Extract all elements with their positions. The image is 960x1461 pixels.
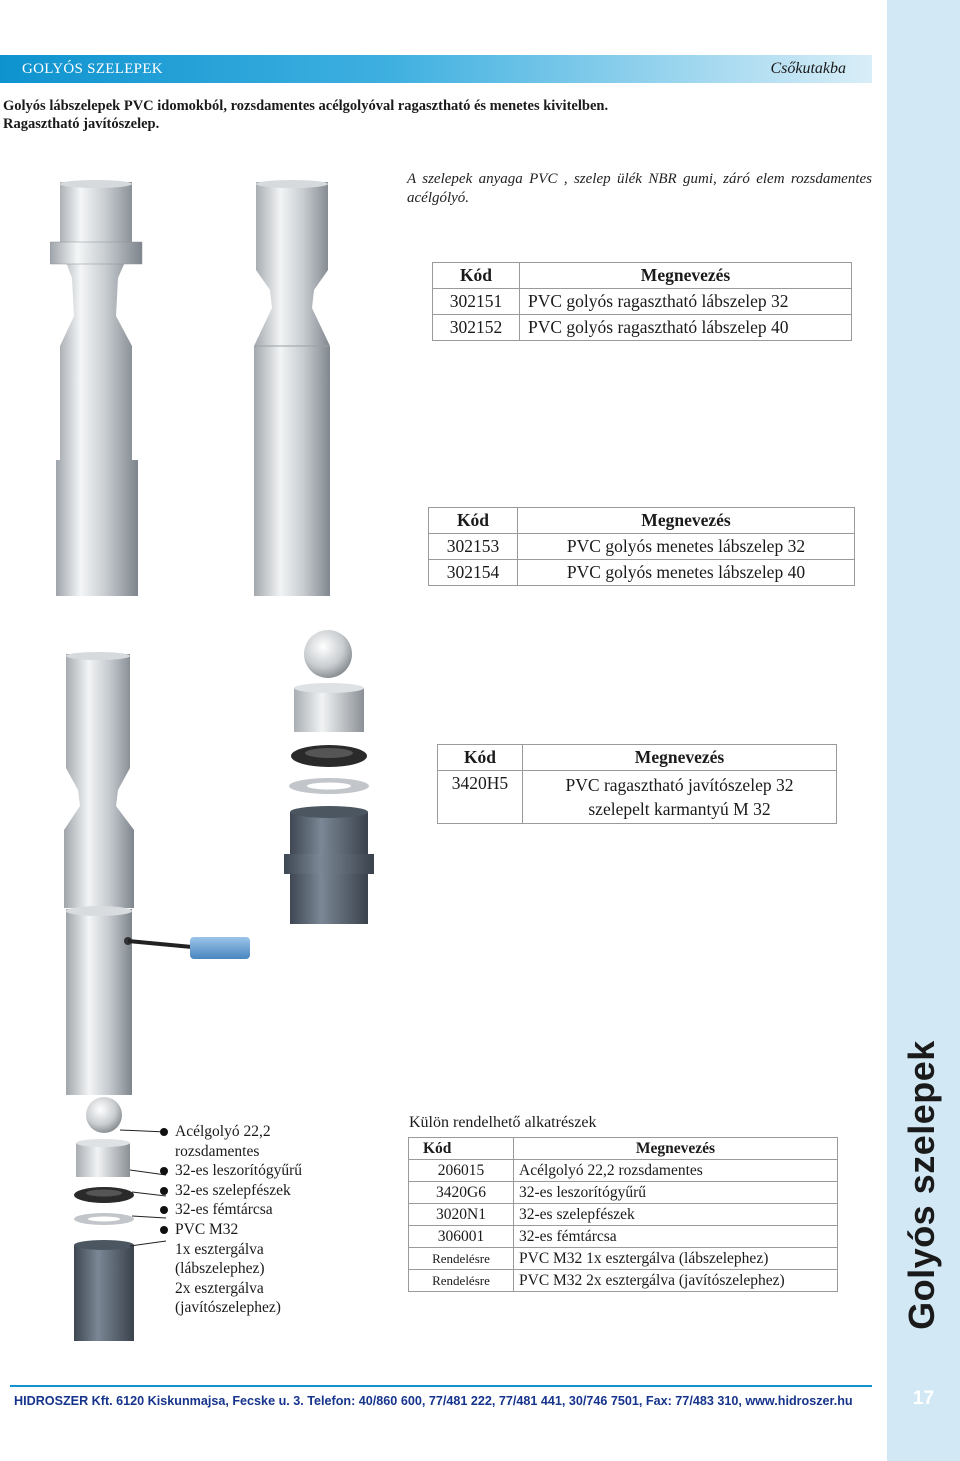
name-line-1: PVC ragasztható javítószelep 32 <box>565 775 794 795</box>
cell-name: PVC golyós menetes lábszelep 32 <box>518 534 855 560</box>
list-item: (javítószelephez) <box>175 1299 281 1317</box>
col-code-header: Kód <box>438 745 523 771</box>
table-threaded-valves <box>428 507 855 586</box>
col-name-header: Megnevezés <box>518 508 855 534</box>
cell-name: PVC golyós ragasztható lábszelep 40 <box>520 315 852 341</box>
component-list <box>160 1122 302 1318</box>
cell-name <box>523 771 837 824</box>
cell-name: 32-es fémtárcsa <box>514 1226 838 1248</box>
cell-code: 3420H5 <box>438 771 523 824</box>
table-row <box>409 1182 838 1204</box>
cell-code: Rendelésre <box>409 1270 514 1292</box>
sidebar-title: Golyós szelepek <box>901 1040 943 1330</box>
cell-code: 302153 <box>429 534 518 560</box>
table-row <box>429 560 855 586</box>
table-row <box>429 534 855 560</box>
list-item: rozsdamentes <box>175 1142 260 1160</box>
table-row <box>409 1226 838 1248</box>
table-row <box>433 289 852 315</box>
name-line-2: szelepelt karmantyú M 32 <box>588 799 771 819</box>
cell-name: PVC M32 1x esztergálva (lábszelephez) <box>514 1248 838 1270</box>
col-name-header: Megnevezés <box>520 263 852 289</box>
repair-valve-image <box>62 650 140 908</box>
col-code-header: Kód <box>409 1138 514 1160</box>
col-code-header: Kód <box>429 508 518 534</box>
list-item: (lábszelephez) <box>175 1260 265 1278</box>
table-row <box>409 1270 838 1292</box>
list-item: 2x esztergálva <box>175 1279 264 1297</box>
col-name-header: Megnevezés <box>514 1138 838 1160</box>
list-item: PVC M32 <box>160 1220 302 1240</box>
list-item: 32-es fémtárcsa <box>160 1200 302 1220</box>
cell-name: 32-es szelepfészek <box>514 1204 838 1226</box>
cell-name: Acélgolyó 22,2 rozsdamentes <box>514 1160 838 1182</box>
footer-contact: HIDROSZER Kft. 6120 Kiskunmajsa, Fecske u. 3. Telefon: 40/860 600, 77/481 222, 77/481 441, 30/746 7501, Fax: 77/483 310, www.hidroszer.hu <box>14 1394 853 1408</box>
footer-divider <box>10 1385 872 1387</box>
col-code-header: Kód <box>433 263 520 289</box>
table-header-row <box>409 1138 838 1160</box>
table-repair-valve <box>437 744 837 824</box>
list-item: 32-es szelepfészek <box>160 1181 302 1201</box>
cell-code: 302154 <box>429 560 518 586</box>
cell-code: 302151 <box>433 289 520 315</box>
section-header <box>0 55 872 83</box>
cell-name: 32-es leszorítógyűrű <box>514 1182 838 1204</box>
category-label: Csőkutakba <box>770 60 846 77</box>
cell-code: 3420G6 <box>409 1182 514 1204</box>
table-header-row <box>429 508 855 534</box>
list-item: 1x esztergálva <box>175 1240 264 1258</box>
exploded-parts-image <box>284 626 380 926</box>
table-row <box>409 1248 838 1270</box>
table-row <box>409 1204 838 1226</box>
section-title: GOLYÓS SZELEPEK <box>22 61 163 77</box>
intro-text <box>3 97 608 133</box>
cell-name: PVC M32 2x esztergálva (javítószelephez) <box>514 1270 838 1292</box>
cell-code: 306001 <box>409 1226 514 1248</box>
cell-code: 206015 <box>409 1160 514 1182</box>
list-item: Acélgolyó 22,2 <box>160 1122 302 1142</box>
list-item: 32-es leszorítógyűrű <box>160 1161 302 1181</box>
cell-code: Rendelésre <box>409 1248 514 1270</box>
cell-name: PVC golyós ragasztható lábszelep 32 <box>520 289 852 315</box>
parts-caption: Külön rendelhető alkatrészek <box>409 1114 597 1131</box>
cell-code: 3020N1 <box>409 1204 514 1226</box>
col-name-header: Megnevezés <box>523 745 837 771</box>
cell-code: 302152 <box>433 315 520 341</box>
table-header-row <box>438 745 837 771</box>
page-number: 17 <box>912 1388 935 1409</box>
table-row <box>409 1160 838 1182</box>
valve-glued-image <box>50 178 150 596</box>
table-spare-parts <box>408 1137 838 1292</box>
intro-line-1: Golyós lábszelepek PVC idomokból, rozsdamentes acélgolyóval ragasztható és menetes kivitelben. <box>3 98 609 114</box>
valve-threaded-image <box>250 178 336 596</box>
table-header-row <box>433 263 852 289</box>
component-leader-lines <box>90 1120 170 1250</box>
intro-line-2: Ragasztható javítószelep. <box>3 116 160 132</box>
cell-name: PVC golyós menetes lábszelep 40 <box>518 560 855 586</box>
material-note: A szelepek anyaga PVC , szelep ülék NBR gumi, záró elem rozsdamentes acélgólyó. <box>407 171 872 206</box>
table-glued-valves <box>432 262 852 341</box>
table-row <box>433 315 852 341</box>
repair-valve-cutaway-image <box>62 905 262 1095</box>
table-row <box>438 771 837 824</box>
